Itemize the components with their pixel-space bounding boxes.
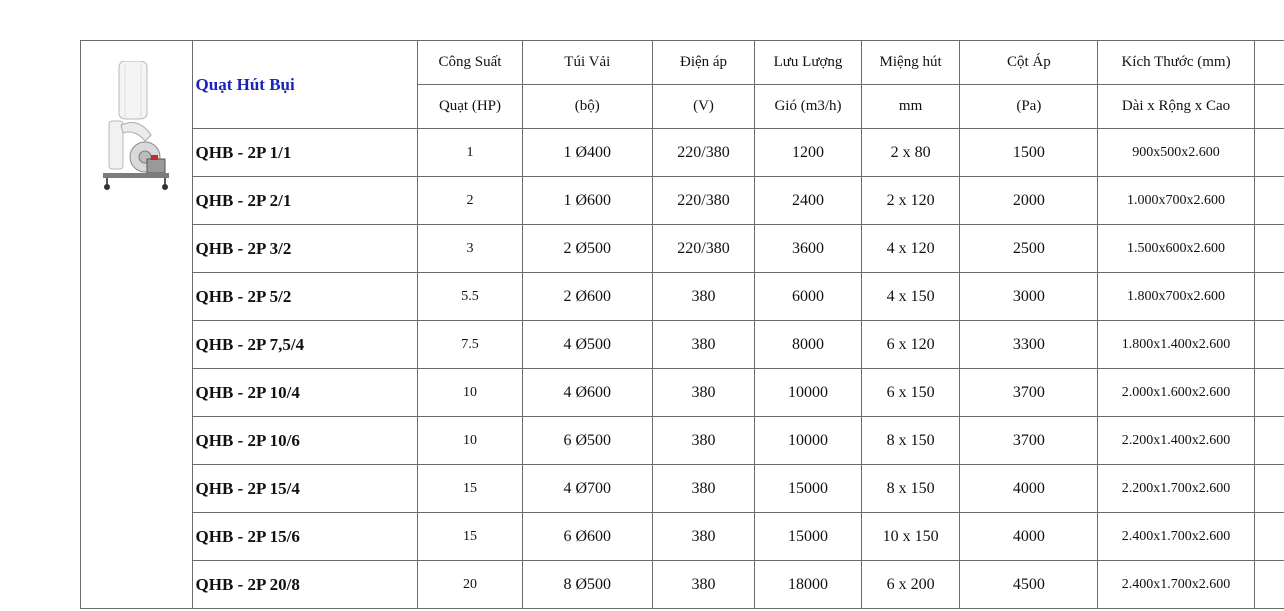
cell-pressure: 4000 [960,465,1098,513]
cell-model: QHB - 2P 2/1 [192,177,418,225]
cell-inlet: 8 x 150 [861,465,960,513]
header-size-unit: Dài x Rộng x Cao [1098,85,1254,129]
cell-voltage: 220/380 [652,177,754,225]
cell-size: 2.400x1.700x2.600 [1098,561,1254,609]
cell-inlet: 10 x 150 [861,513,960,561]
header-size: Kích Thước (mm) [1098,41,1254,85]
cell-hp: 20 [418,561,523,609]
cell-extra [1254,321,1284,369]
cell-extra [1254,177,1284,225]
cell-hp: 2 [418,177,523,225]
cell-pressure: 3000 [960,273,1098,321]
table-row [81,273,1284,321]
cell-model: QHB - 2P 10/4 [192,369,418,417]
table-row [81,465,1284,513]
header-extra [1254,85,1284,129]
header-inlet: Miệng hút [861,41,960,85]
cell-inlet: 8 x 150 [861,417,960,465]
table-row [81,513,1284,561]
cell-size: 2.000x1.600x2.600 [1098,369,1254,417]
cell-inlet: 6 x 200 [861,561,960,609]
header-extra [1254,41,1284,85]
cell-bags: 6 Ø500 [522,417,652,465]
cell-flow: 2400 [755,177,862,225]
cell-voltage: 220/380 [652,129,754,177]
cell-size: 1.800x700x2.600 [1098,273,1254,321]
cell-hp: 5.5 [418,273,523,321]
cell-extra [1254,561,1284,609]
cell-flow: 3600 [755,225,862,273]
cell-extra [1254,465,1284,513]
table-title: Quạt Hút Bụi [192,41,418,129]
cell-extra [1254,513,1284,561]
cell-hp: 1 [418,129,523,177]
table-row [81,129,1284,177]
header-bags-unit: (bộ) [522,85,652,129]
cell-hp: 15 [418,465,523,513]
cell-model: QHB - 2P 20/8 [192,561,418,609]
cell-inlet: 4 x 120 [861,225,960,273]
cell-extra [1254,417,1284,465]
cell-size: 1.500x600x2.600 [1098,225,1254,273]
cell-pressure: 4500 [960,561,1098,609]
table-row [81,561,1284,609]
cell-size: 1.800x1.400x2.600 [1098,321,1254,369]
header-flow: Lưu Lượng [755,41,862,85]
table-row [81,225,1284,273]
header-pressure-unit: (Pa) [960,85,1098,129]
cell-extra [1254,369,1284,417]
cell-hp: 3 [418,225,523,273]
cell-inlet: 2 x 120 [861,177,960,225]
table-row [81,177,1284,225]
cell-pressure: 1500 [960,129,1098,177]
cell-hp: 10 [418,369,523,417]
cell-bags: 2 Ø600 [522,273,652,321]
table-row [81,417,1284,465]
cell-flow: 10000 [755,417,862,465]
cell-hp: 7.5 [418,321,523,369]
header-pressure: Cột Áp [960,41,1098,85]
cell-voltage: 220/380 [652,225,754,273]
header-bags: Túi Vải [522,41,652,85]
dust-collector-icon [101,61,171,191]
header-voltage-unit: (V) [652,85,754,129]
cell-size: 2.400x1.700x2.600 [1098,513,1254,561]
cell-model: QHB - 2P 5/2 [192,273,418,321]
cell-model: QHB - 2P 3/2 [192,225,418,273]
cell-voltage: 380 [652,417,754,465]
product-image-cell [81,41,193,609]
cell-inlet: 4 x 150 [861,273,960,321]
cell-pressure: 2500 [960,225,1098,273]
cell-model: QHB - 2P 15/4 [192,465,418,513]
cell-hp: 10 [418,417,523,465]
cell-pressure: 3300 [960,321,1098,369]
cell-pressure: 3700 [960,369,1098,417]
cell-flow: 8000 [755,321,862,369]
cell-hp: 15 [418,513,523,561]
cell-model: QHB - 2P 10/6 [192,417,418,465]
cell-extra [1254,225,1284,273]
cell-flow: 15000 [755,513,862,561]
cell-flow: 1200 [755,129,862,177]
cell-bags: 6 Ø600 [522,513,652,561]
cell-inlet: 6 x 120 [861,321,960,369]
table-row [81,369,1284,417]
cell-size: 900x500x2.600 [1098,129,1254,177]
spec-table [80,40,1284,609]
cell-voltage: 380 [652,369,754,417]
header-inlet-unit: mm [861,85,960,129]
header-hp: Công Suất [418,41,523,85]
cell-pressure: 2000 [960,177,1098,225]
cell-flow: 18000 [755,561,862,609]
cell-size: 1.000x700x2.600 [1098,177,1254,225]
cell-bags: 4 Ø700 [522,465,652,513]
cell-flow: 6000 [755,273,862,321]
cell-flow: 10000 [755,369,862,417]
cell-bags: 4 Ø600 [522,369,652,417]
header-row-top [81,41,1284,85]
cell-bags: 1 Ø600 [522,177,652,225]
table-row [81,321,1284,369]
cell-bags: 8 Ø500 [522,561,652,609]
cell-voltage: 380 [652,513,754,561]
cell-model: QHB - 2P 1/1 [192,129,418,177]
cell-bags: 4 Ø500 [522,321,652,369]
cell-extra [1254,273,1284,321]
cell-voltage: 380 [652,465,754,513]
header-flow-unit: Gió (m3/h) [755,85,862,129]
cell-bags: 1 Ø400 [522,129,652,177]
cell-inlet: 2 x 80 [861,129,960,177]
cell-voltage: 380 [652,561,754,609]
cell-model: QHB - 2P 15/6 [192,513,418,561]
cell-size: 2.200x1.400x2.600 [1098,417,1254,465]
cell-size: 2.200x1.700x2.600 [1098,465,1254,513]
cell-inlet: 6 x 150 [861,369,960,417]
cell-voltage: 380 [652,321,754,369]
cell-bags: 2 Ø500 [522,225,652,273]
cell-extra [1254,129,1284,177]
cell-pressure: 3700 [960,417,1098,465]
header-voltage: Điện áp [652,41,754,85]
cell-voltage: 380 [652,273,754,321]
cell-pressure: 4000 [960,513,1098,561]
cell-flow: 15000 [755,465,862,513]
cell-model: QHB - 2P 7,5/4 [192,321,418,369]
header-hp-unit: Quạt (HP) [418,85,523,129]
